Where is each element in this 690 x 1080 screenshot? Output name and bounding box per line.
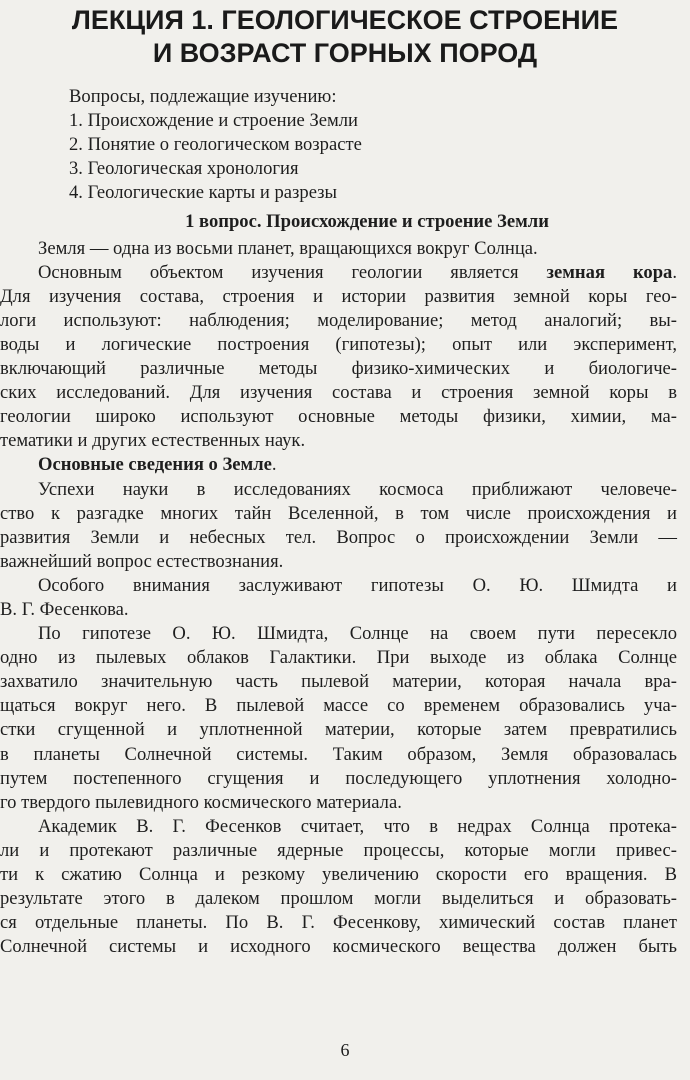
paragraph-3-line: важнейший вопрос естествознания. (0, 550, 284, 572)
paragraph-4-first-line: Особого внимания заслуживают гипотезы О. Ю. Шмидта и (38, 574, 677, 596)
body-text (0, 237, 677, 960)
page-content (0, 85, 678, 959)
paragraph-2-line: Для изучения состава, строения и истории развития земной коры гео- (0, 285, 677, 307)
paragraph-2-line: логи используют: наблюдения; моделирование; метод аналогий; вы- (0, 309, 677, 331)
paragraph-3-line: развития Земли и небесных тел. Вопрос о происхождении Земли — (0, 526, 677, 548)
section-heading: 1 вопрос. Происхождение и строение Земли (185, 211, 549, 233)
paragraph-2-line: геологии широко используют основные методы физики, химии, ма- (0, 406, 677, 428)
paragraph-3-line: ство к разгадке многих тайн Вселенной, в том числе происхождения и (0, 502, 677, 524)
lecture-title (0, 4, 690, 70)
paragraph-3-first-line: Успехи науки в исследованиях космоса приближают человече- (38, 478, 677, 500)
question-item-2: 2. Понятие о геологическом возрасте (69, 134, 362, 156)
paragraph-5-line: одно из пылевых облаков Галактики. При выходе из облака Солнце (0, 647, 677, 669)
question-item-4: 4. Геологические карты и разрезы (69, 182, 338, 204)
paragraph-5-line: щаться вокруг него. В пылевой массе со временем образовались уча- (0, 695, 677, 717)
paragraph-6-line: ся отдельные планеты. По В. Г. Фесенкову, химический состав планет (0, 912, 677, 934)
paragraph-5-line: в планеты Солнечной системы. Таким образом, Земля образовалась (0, 743, 677, 765)
paragraph-6-line: результате этого в далеком прошлом могли выделиться и образовать- (0, 888, 677, 910)
questions-intro: Вопросы, подлежащие изучению: (69, 86, 337, 107)
page-number: 6 (340, 1040, 350, 1060)
paragraph-2-line: воды и логические построения (гипотезы); опыт или эксперимент, (0, 333, 677, 355)
paragraph-1: Земля — одна из восьми планет, вращающихся вокруг Солнца. (38, 237, 538, 259)
question-item-3: 3. Геологическая хронология (69, 158, 299, 180)
title-line-1: ЛЕКЦИЯ 1. ГЕОЛОГИЧЕСКОЕ СТРОЕНИЕ (71, 5, 619, 35)
paragraph-5-line: го твердого пылевидного космического материала. (0, 791, 402, 813)
paragraph-5-line: захватило значительную часть пылевой материи, которая начала вра- (0, 671, 677, 693)
paragraph-5-first-line: По гипотезе О. Ю. Шмидта, Солнце на своем пути пересекло (38, 623, 677, 645)
paragraph-5-line: стки сгущенной и уплотненной материи, которые затем превратились (0, 719, 677, 741)
paragraph-2-line: ских исследований. Для изучения состава и строения земной коры в (0, 382, 677, 404)
paragraph-2-line: тематики и других естественных наук. (0, 430, 306, 452)
paragraph-5-line: путем постепенного сгущения и последующего уплотнения холодно- (0, 767, 677, 789)
question-item-1: 1. Происхождение и строение Земли (69, 110, 359, 132)
title-line-2: И ВОЗРАСТ ГОРНЫХ ПОРОД (152, 38, 538, 68)
paragraph-6-line: Солнечной системы и исходного космического вещества должен быть (0, 936, 677, 958)
paragraph-4-line: В. Г. Фесенкова. (0, 598, 129, 620)
paragraph-2-first-line: Основным объектом изучения геологии является земная кора. (38, 261, 678, 283)
paragraph-6-line: ти к сжатию Солнца и резкому увеличению скорости его вращения. В (0, 864, 677, 885)
paragraph-6-first-line: Академик В. Г. Фесенков считает, что в недрах Солнца протека- (38, 815, 677, 837)
term-earth-crust: земная кора (546, 261, 673, 283)
subheading: Основные сведения о Земле. (38, 454, 277, 476)
paragraph-6-line: ли и протекают различные ядерные процессы, которые могли привес- (0, 839, 677, 861)
paragraph-2-line: включающий различные методы физико-химических и биологиче- (0, 358, 677, 380)
